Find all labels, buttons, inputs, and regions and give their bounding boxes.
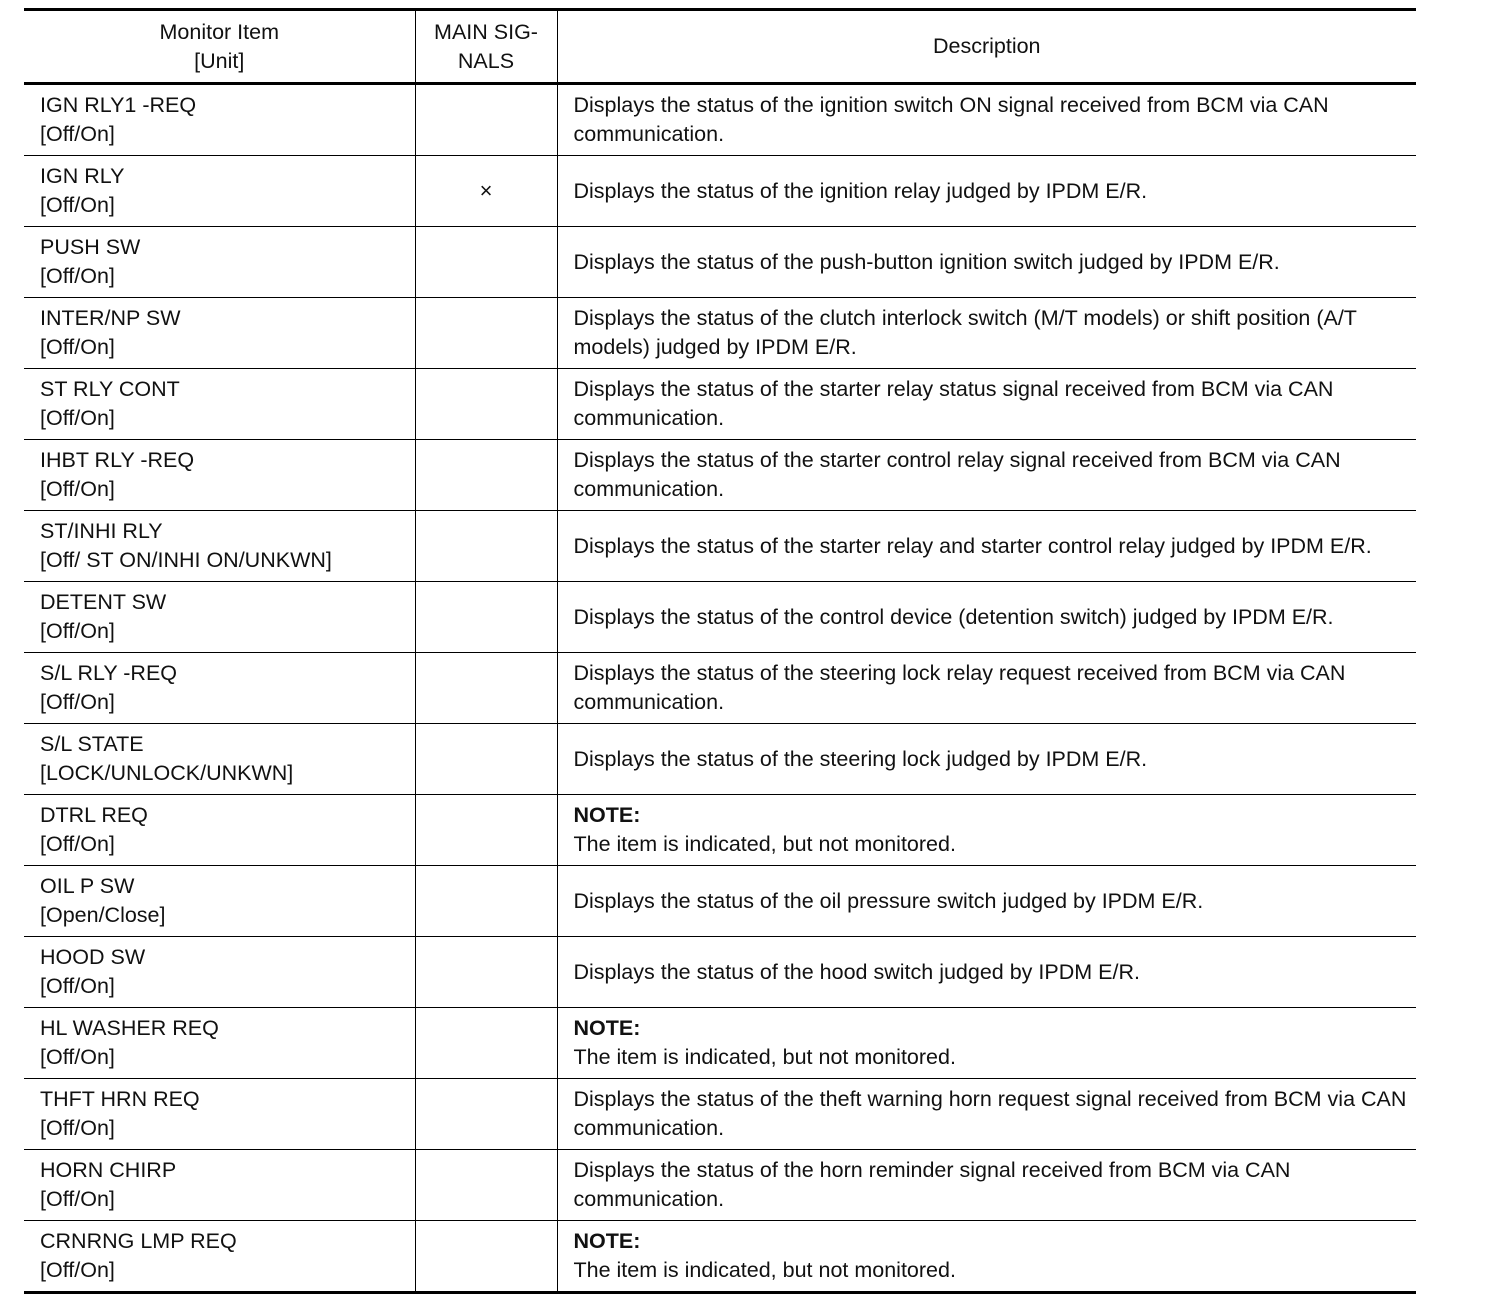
table-row: [24, 1008, 1416, 1079]
main-signal-cell: [415, 369, 557, 440]
monitor-item-name: INTER/NP SW: [40, 306, 181, 330]
main-signal-cell: [415, 440, 557, 511]
header-main-signals: [415, 10, 557, 84]
header-main-signals-line2: NALS: [457, 48, 515, 73]
monitor-item-name: OIL P SW: [40, 874, 135, 898]
monitor-item-unit: [Off/On]: [40, 619, 115, 643]
monitor-item-unit: [Off/On]: [40, 832, 115, 856]
table-row: [24, 653, 1416, 724]
description-cell: [557, 1221, 1416, 1293]
monitor-item-name: CRNRNG LMP REQ: [40, 1229, 237, 1253]
table-body: [24, 84, 1416, 1293]
table-row: [24, 298, 1416, 369]
main-signal-cell: [415, 298, 557, 369]
monitor-item-cell: [24, 298, 415, 369]
monitor-item-unit: [Off/ ST ON/INHI ON/UNKWN]: [40, 548, 332, 572]
description-cell: [557, 227, 1416, 298]
description-cell: [557, 1150, 1416, 1221]
monitor-item-unit: [Off/On]: [40, 1045, 115, 1069]
description-cell: [557, 511, 1416, 582]
monitor-item-unit: [Off/On]: [40, 1187, 115, 1211]
description-cell: [557, 795, 1416, 866]
description-text: Displays the status of the ignition relay judged by IPDM E/R.: [573, 178, 1148, 203]
table-row: [24, 369, 1416, 440]
description-cell: [557, 369, 1416, 440]
header-description: [557, 10, 1416, 84]
monitor-item-cell: [24, 84, 415, 156]
description-cell: [557, 298, 1416, 369]
monitor-item-cell: [24, 653, 415, 724]
description-cell: [557, 440, 1416, 511]
note-label: NOTE:: [573, 1229, 641, 1253]
monitor-item-unit: [LOCK/UNLOCK/UNKWN]: [40, 761, 294, 785]
description-text: Displays the status of the clutch interlock switch (M/T models) or shift position (A/T models) judged by IPDM E/R.: [573, 306, 1357, 359]
monitor-item-cell: [24, 724, 415, 795]
monitor-item-table: [24, 8, 1416, 1294]
description-text: Displays the status of the steering lock judged by IPDM E/R.: [573, 746, 1148, 771]
table-row: [24, 1221, 1416, 1293]
header-monitor-item: [24, 10, 415, 84]
table-row: [24, 1150, 1416, 1221]
main-signal-cell: [415, 227, 557, 298]
main-signal-cell: [415, 582, 557, 653]
main-signal-cell: [415, 653, 557, 724]
header-row: [24, 10, 1416, 84]
monitor-item-name: S/L RLY -REQ: [40, 661, 178, 685]
monitor-item-cell: [24, 937, 415, 1008]
description-text: Displays the status of the hood switch judged by IPDM E/R.: [573, 959, 1140, 984]
table-row: [24, 937, 1416, 1008]
monitor-item-cell: [24, 1008, 415, 1079]
monitor-item-unit: [Off/On]: [40, 122, 115, 146]
description-text: Displays the status of the theft warning horn request signal received from BCM via CAN communication.: [573, 1087, 1407, 1140]
monitor-item-cell: [24, 1221, 415, 1293]
monitor-item-cell: [24, 1079, 415, 1150]
monitor-item-name: HOOD SW: [40, 945, 146, 969]
main-signal-cell: [415, 156, 557, 227]
table-row: [24, 156, 1416, 227]
description-text: Displays the status of the horn reminder signal received from BCM via CAN communication.: [573, 1158, 1291, 1211]
description-text: Displays the status of the starter relay and starter control relay judged by IPDM E/R.: [573, 533, 1372, 558]
monitor-item-name: HL WASHER REQ: [40, 1016, 219, 1040]
table-header: [24, 10, 1416, 84]
table-row: [24, 795, 1416, 866]
monitor-item-cell: [24, 582, 415, 653]
monitor-item-name: ST/INHI RLY: [40, 519, 163, 543]
monitor-item-name: IGN RLY: [40, 164, 125, 188]
description-text: Displays the status of the starter relay status signal received from BCM via CAN communication.: [573, 377, 1334, 430]
note-label: NOTE:: [573, 803, 641, 827]
main-signal-cell: [415, 511, 557, 582]
monitor-item-name: THFT HRN REQ: [40, 1087, 200, 1111]
monitor-item-cell: [24, 1150, 415, 1221]
monitor-item-cell: [24, 511, 415, 582]
description-text: Displays the status of the starter control relay signal received from BCM via CAN communication.: [573, 448, 1341, 501]
description-cell: [557, 866, 1416, 937]
note-label: NOTE:: [573, 1016, 641, 1040]
monitor-item-cell: [24, 227, 415, 298]
monitor-item-unit: [Open/Close]: [40, 903, 166, 927]
table-row: [24, 582, 1416, 653]
main-signal-cell: [415, 795, 557, 866]
monitor-item-cell: [24, 795, 415, 866]
monitor-item-unit: [Off/On]: [40, 264, 115, 288]
description-text: The item is indicated, but not monitored.: [573, 832, 956, 856]
monitor-item-unit: [Off/On]: [40, 974, 115, 998]
description-cell: [557, 582, 1416, 653]
description-text: Displays the status of the oil pressure switch judged by IPDM E/R.: [573, 888, 1204, 913]
monitor-item-cell: [24, 156, 415, 227]
monitor-item-cell: [24, 440, 415, 511]
header-description-label: Description: [932, 34, 1041, 58]
monitor-item-unit: [Off/On]: [40, 690, 115, 714]
main-signal-mark: ×: [479, 178, 493, 203]
table-row: [24, 440, 1416, 511]
monitor-item-name: IHBT RLY -REQ: [40, 448, 195, 472]
header-unit-label: [Unit]: [194, 48, 245, 73]
main-signal-cell: [415, 866, 557, 937]
description-cell: [557, 1008, 1416, 1079]
monitor-item-name: HORN CHIRP: [40, 1158, 177, 1182]
monitor-item-unit: [Off/On]: [40, 335, 115, 359]
monitor-item-name: IGN RLY1 -REQ: [40, 93, 197, 117]
table-row: [24, 866, 1416, 937]
monitor-item-unit: [Off/On]: [40, 406, 115, 430]
monitor-item-name: DTRL REQ: [40, 803, 148, 827]
monitor-item-cell: [24, 866, 415, 937]
header-main-signals-line1: MAIN SIG-: [434, 19, 538, 44]
header-monitor-item-label: Monitor Item: [159, 19, 279, 44]
description-cell: [557, 84, 1416, 156]
main-signal-cell: [415, 937, 557, 1008]
description-cell: [557, 1079, 1416, 1150]
table-row: [24, 724, 1416, 795]
main-signal-cell: [415, 1008, 557, 1079]
description-text: Displays the status of the control device (detention switch) judged by IPDM E/R.: [573, 604, 1334, 629]
table-row: [24, 84, 1416, 156]
main-signal-cell: [415, 724, 557, 795]
description-text: The item is indicated, but not monitored.: [573, 1258, 956, 1282]
main-signal-cell: [415, 1079, 557, 1150]
monitor-item-unit: [Off/On]: [40, 1258, 115, 1282]
monitor-item-name: DETENT SW: [40, 590, 167, 614]
description-cell: [557, 937, 1416, 1008]
monitor-item-name: ST RLY CONT: [40, 377, 180, 401]
monitor-item-unit: [Off/On]: [40, 193, 115, 217]
description-cell: [557, 653, 1416, 724]
monitor-item-unit: [Off/On]: [40, 1116, 115, 1140]
description-text: Displays the status of the ignition switch ON signal received from BCM via CAN communication.: [573, 93, 1329, 146]
table-row: [24, 511, 1416, 582]
description-text: Displays the status of the push-button ignition switch judged by IPDM E/R.: [573, 249, 1280, 274]
description-cell: [557, 724, 1416, 795]
main-signal-cell: [415, 84, 557, 156]
table-row: [24, 1079, 1416, 1150]
description-text: Displays the status of the steering lock relay request received from BCM via CAN communication.: [573, 661, 1346, 714]
main-signal-cell: [415, 1221, 557, 1293]
description-text: The item is indicated, but not monitored.: [573, 1045, 956, 1069]
monitor-item-unit: [Off/On]: [40, 477, 115, 501]
description-cell: [557, 156, 1416, 227]
main-signal-cell: [415, 1150, 557, 1221]
monitor-item-name: PUSH SW: [40, 235, 141, 259]
monitor-item-name: S/L STATE: [40, 732, 144, 756]
table-row: [24, 227, 1416, 298]
monitor-item-cell: [24, 369, 415, 440]
